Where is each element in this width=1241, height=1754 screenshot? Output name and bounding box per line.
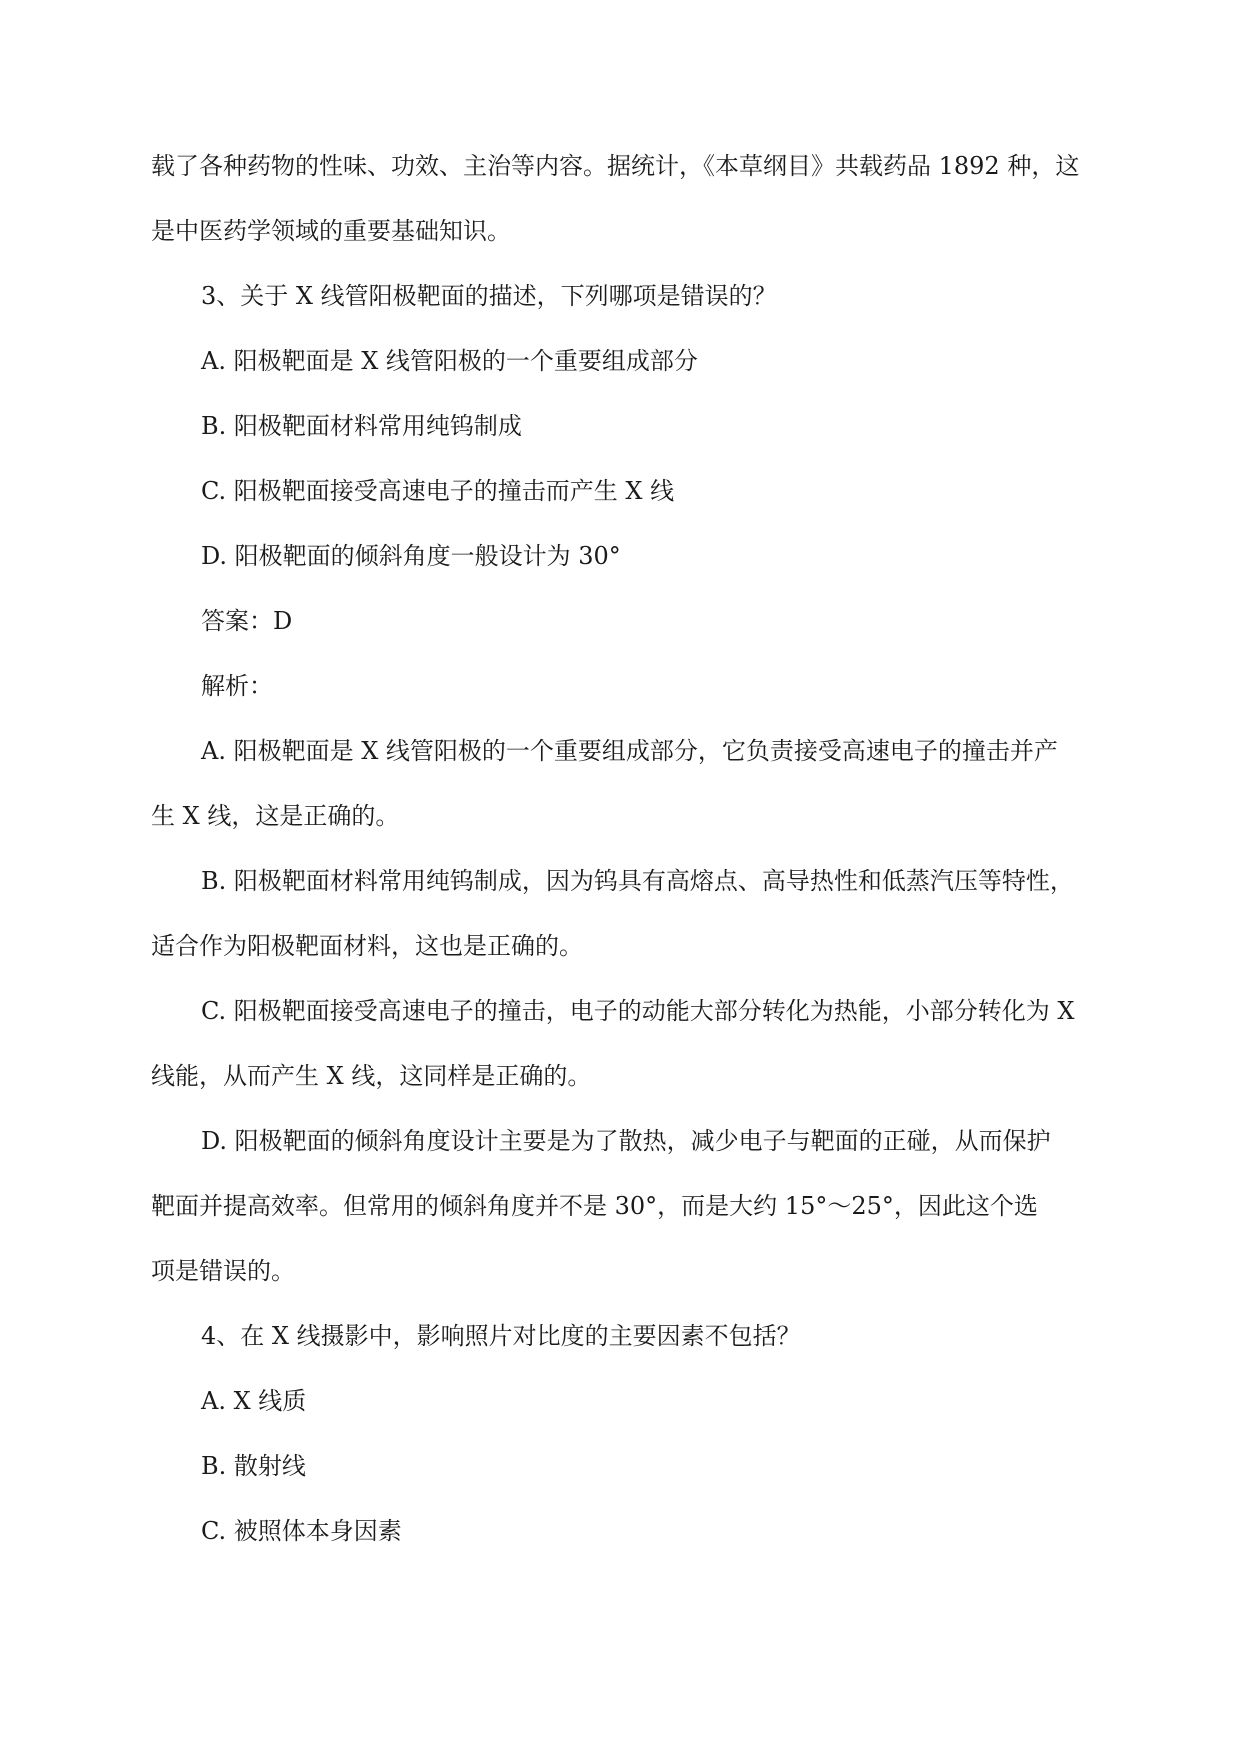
option-c: C. 阳极靶面接受高速电子的撞击而产生 X 线 — [201, 477, 675, 505]
question-title: 3、关于 X 线管阳极靶面的描述，下列哪项是错误的？ — [201, 282, 777, 310]
explanation-line: 项是错误的。 — [151, 1257, 295, 1285]
explanation-line: 线能，从而产生 X 线，这同样是正确的。 — [151, 1062, 592, 1090]
option-d: D. 阳极靶面的倾斜角度一般设计为 30° — [201, 542, 621, 570]
explanation-line: B. 阳极靶面材料常用纯钨制成，因为钨具有高熔点、高导热性和低蒸汽压等特性， — [201, 867, 1074, 895]
option-a: A. 阳极靶面是 X 线管阳极的一个重要组成部分 — [201, 347, 698, 375]
text-line: 是中医药学领域的重要基础知识。 — [151, 217, 511, 245]
explanation-line: 适合作为阳极靶面材料，这也是正确的。 — [151, 932, 583, 960]
option-b: B. 阳极靶面材料常用纯钨制成 — [201, 412, 522, 440]
option-c: C. 被照体本身因素 — [201, 1517, 402, 1545]
explanation-line: 生 X 线，这是正确的。 — [151, 802, 400, 830]
answer-line: 答案：D — [201, 607, 293, 635]
option-a: A. X 线质 — [201, 1387, 307, 1415]
explanation-line: D. 阳极靶面的倾斜角度设计主要是为了散热，减少电子与靶面的正碰，从而保护 — [201, 1127, 1051, 1155]
explanation-line: A. 阳极靶面是 X 线管阳极的一个重要组成部分，它负责接受高速电子的撞击并产 — [201, 737, 1058, 765]
text-line: 载了各种药物的性味、功效、主治等内容。据统计，《本草纲目》共载药品 1892 种，这 — [151, 152, 1080, 180]
explanation-line: 靶面并提高效率。但常用的倾斜角度并不是 30°，而是大约 15°～25°，因此这个选 — [151, 1192, 1038, 1220]
explanation-line: C. 阳极靶面接受高速电子的撞击，电子的动能大部分转化为热能，小部分转化为 X — [201, 997, 1075, 1025]
option-b: B. 散射线 — [201, 1452, 306, 1480]
question-title: 4、在 X 线摄影中，影响照片对比度的主要因素不包括？ — [201, 1322, 801, 1350]
explanation-heading: 解析： — [201, 672, 273, 700]
